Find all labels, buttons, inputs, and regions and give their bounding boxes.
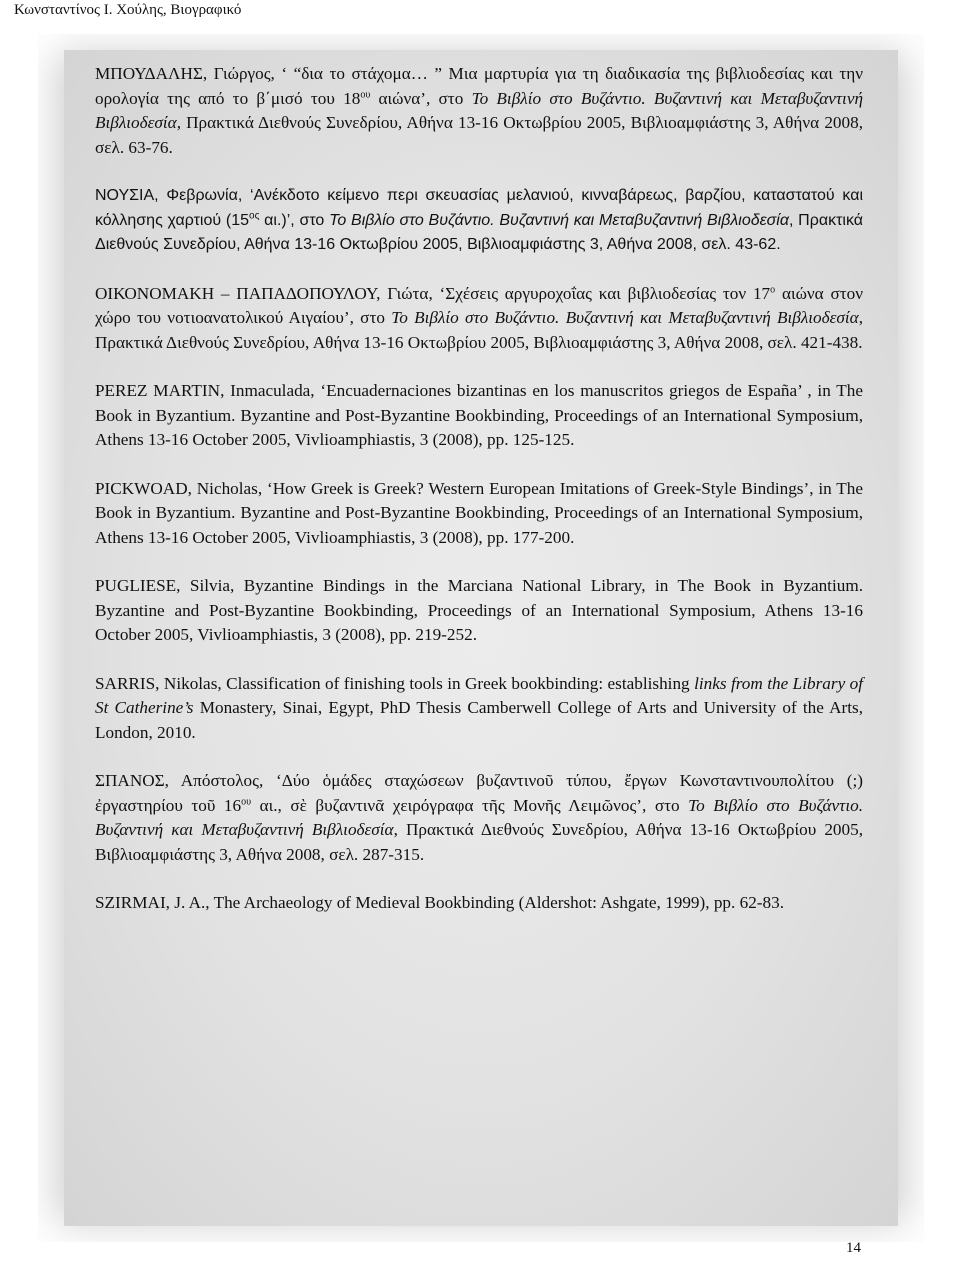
entry-text: PUGLIESE, Silvia, Byzantine Bindings in the Marciana National Library, in The Book in Byzantium. Byzantine and Post-Byzantine Bookbinding, Proceedings of an International Symposium, Athens 13-16 October 2005, Vivlioamphiastis, 3 (2008), pp. 219-252. [95, 576, 863, 644]
entry-text: αι., σὲ βυζαντινᾶ χειρόγραφα τῆς Μονῆς Λειμῶνος’, στο [251, 795, 689, 815]
entry-text: ΟΙΚΟΝΟΜΑΚΗ – ΠΑΠΑΔΟΠΟΥΛΟΥ, Γιώτα, ‘Σχέσεις αργυροχοΐας και βιβλιοδεσίας τον 17 [95, 283, 771, 303]
italic-title: links from the Library of St Catherine’s [95, 673, 863, 717]
bibliography-entry [95, 574, 863, 648]
superscript: ου [241, 795, 252, 807]
entry-text: PEREZ MARTIN, Inmaculada, ‘Encuadernaciones bizantinas en los manuscritos griegos de España’ , in The Book in Byzantium. Byzantine and Post-Byzantine Bookbinding, Proceedings of an International Symposium, Athens 13-16 October 2005, Vivlioamphiastis, 3 (2008), pp. 125-125. [95, 381, 863, 449]
page-number: 14 [846, 1240, 861, 1256]
italic-title: Το Βιβλίο στο Βυζάντιο. Βυζαντινή και Μεταβυζαντινή Βιβλιοδεσία [95, 88, 863, 132]
entry-text: αιώνα’, στο [370, 88, 472, 108]
entry-text: Monastery, Sinai, Egypt, PhD Thesis Camberwell College of Arts and University of the Arts, London, 2010. [95, 698, 863, 742]
bibliography-entry [95, 184, 863, 258]
superscript: ο [770, 283, 776, 295]
italic-title: Το Βιβλίο στο Βυζάντιο. Βυζαντινή και Μεταβυζαντινή Βιβλιοδεσία [391, 308, 859, 327]
entry-text: PICKWOAD, Nicholas, ‘How Greek is Greek? Western European Imitations of Greek-Style Bindings’, in The Book in Byzantium. Byzantine and Post-Byzantine Bookbinding, Proceedings of an International Symposium, Athens 13-16 October 2005, Vivlioamphiastis, 3 (2008), pp. 177-200. [95, 478, 863, 547]
bibliography-entry [95, 62, 863, 160]
italic-title: Το Βιβλίο στο Βυζάντιο. Βυζαντινή και Μεταβυζαντινή Βιβλιοδεσία [329, 211, 789, 229]
entry-text: , Πρακτικά Διεθνούς Συνεδρίου, Αθήνα 13-16 Οκτωβρίου 2005, Βιβλιοαμφιάστης 3, Αθήνα 2008, σελ. 421-438. [95, 308, 863, 352]
italic-title: Το Βιβλίο στο Βυζάντιο. Βυζαντινή και Μεταβυζαντινή Βιβλιοδεσία [95, 795, 864, 839]
running-header: Κωνσταντίνος Ι. Χούλης, Βιογραφικό [14, 2, 242, 18]
bibliography-entry [95, 282, 863, 356]
entry-text: ΜΠΟΥΔΑΛΗΣ, Γιώργος, ‘ “δια το στάχομα… ” Μια μαρτυρία για τη διαδικασία της βιβλιοδεσίας και την ορολογία της από το β΄μισό του 18 [95, 64, 863, 108]
bibliography-entry [95, 379, 863, 453]
bibliography-entry [95, 477, 863, 551]
bibliography-entry [95, 769, 863, 867]
entry-text: , Πρακτικά Διεθνούς Συνεδρίου, Αθήνα 13-16 Οκτωβρίου 2005, Βιβλιοαμφιάστης 3, Αθήνα 2008, σελ. 287-315. [95, 820, 863, 864]
bibliography-entry [95, 891, 863, 916]
superscript: ου [360, 88, 371, 100]
entry-text: ΣΠΑΝΟΣ, Απόστολος, ‘Δύο ὁμάδες σταχώσεων βυζαντινοῦ τύπου, ἔργων Κωνσταντινουπολίτου (;) ἐργαστηρίου τοῦ 16 [95, 771, 863, 815]
bibliography-list [95, 62, 863, 940]
entry-text: SZIRMAI, J. A., The Archaeology of Medieval Bookbinding (Aldershot: Ashgate, 1999), pp. 62-83. [95, 893, 785, 912]
entry-text: SARRIS, Nikolas, Classification of finishing tools in Greek bookbinding: establishing [95, 673, 695, 693]
entry-text: αι.)’, στο [259, 211, 330, 229]
bibliography-entry [95, 672, 863, 746]
superscript: ος [249, 210, 260, 222]
entry-text: , Πρακτικά Διεθνούς Συνεδρίου, Αθήνα 13-16 Οκτωβρίου 2005, Βιβλιοαμφιάστης 3, Αθήνα 2008, σελ. 63-76. [95, 113, 863, 157]
entry-text: , Πρακτικά Διεθνούς Συνεδρίου, Αθήνα 13-16 Οκτωβρίου 2005, Βιβλιοαμφιάστης 3, Αθήνα 2008, σελ. 43-62. [95, 211, 864, 253]
entry-text: ΝΟΥΣΙΑ, Φεβρωνία, ‘Ανέκδοτο κείμενο περι σκευασίας μελανιού, κινναβάρεως, βαρζίου, καταστατού και κόλλησης χαρτιού (15 [95, 187, 863, 229]
entry-text: αιώνα στον χώρο του νοτιοανατολικού Αιγαίου’, στο [95, 283, 863, 327]
